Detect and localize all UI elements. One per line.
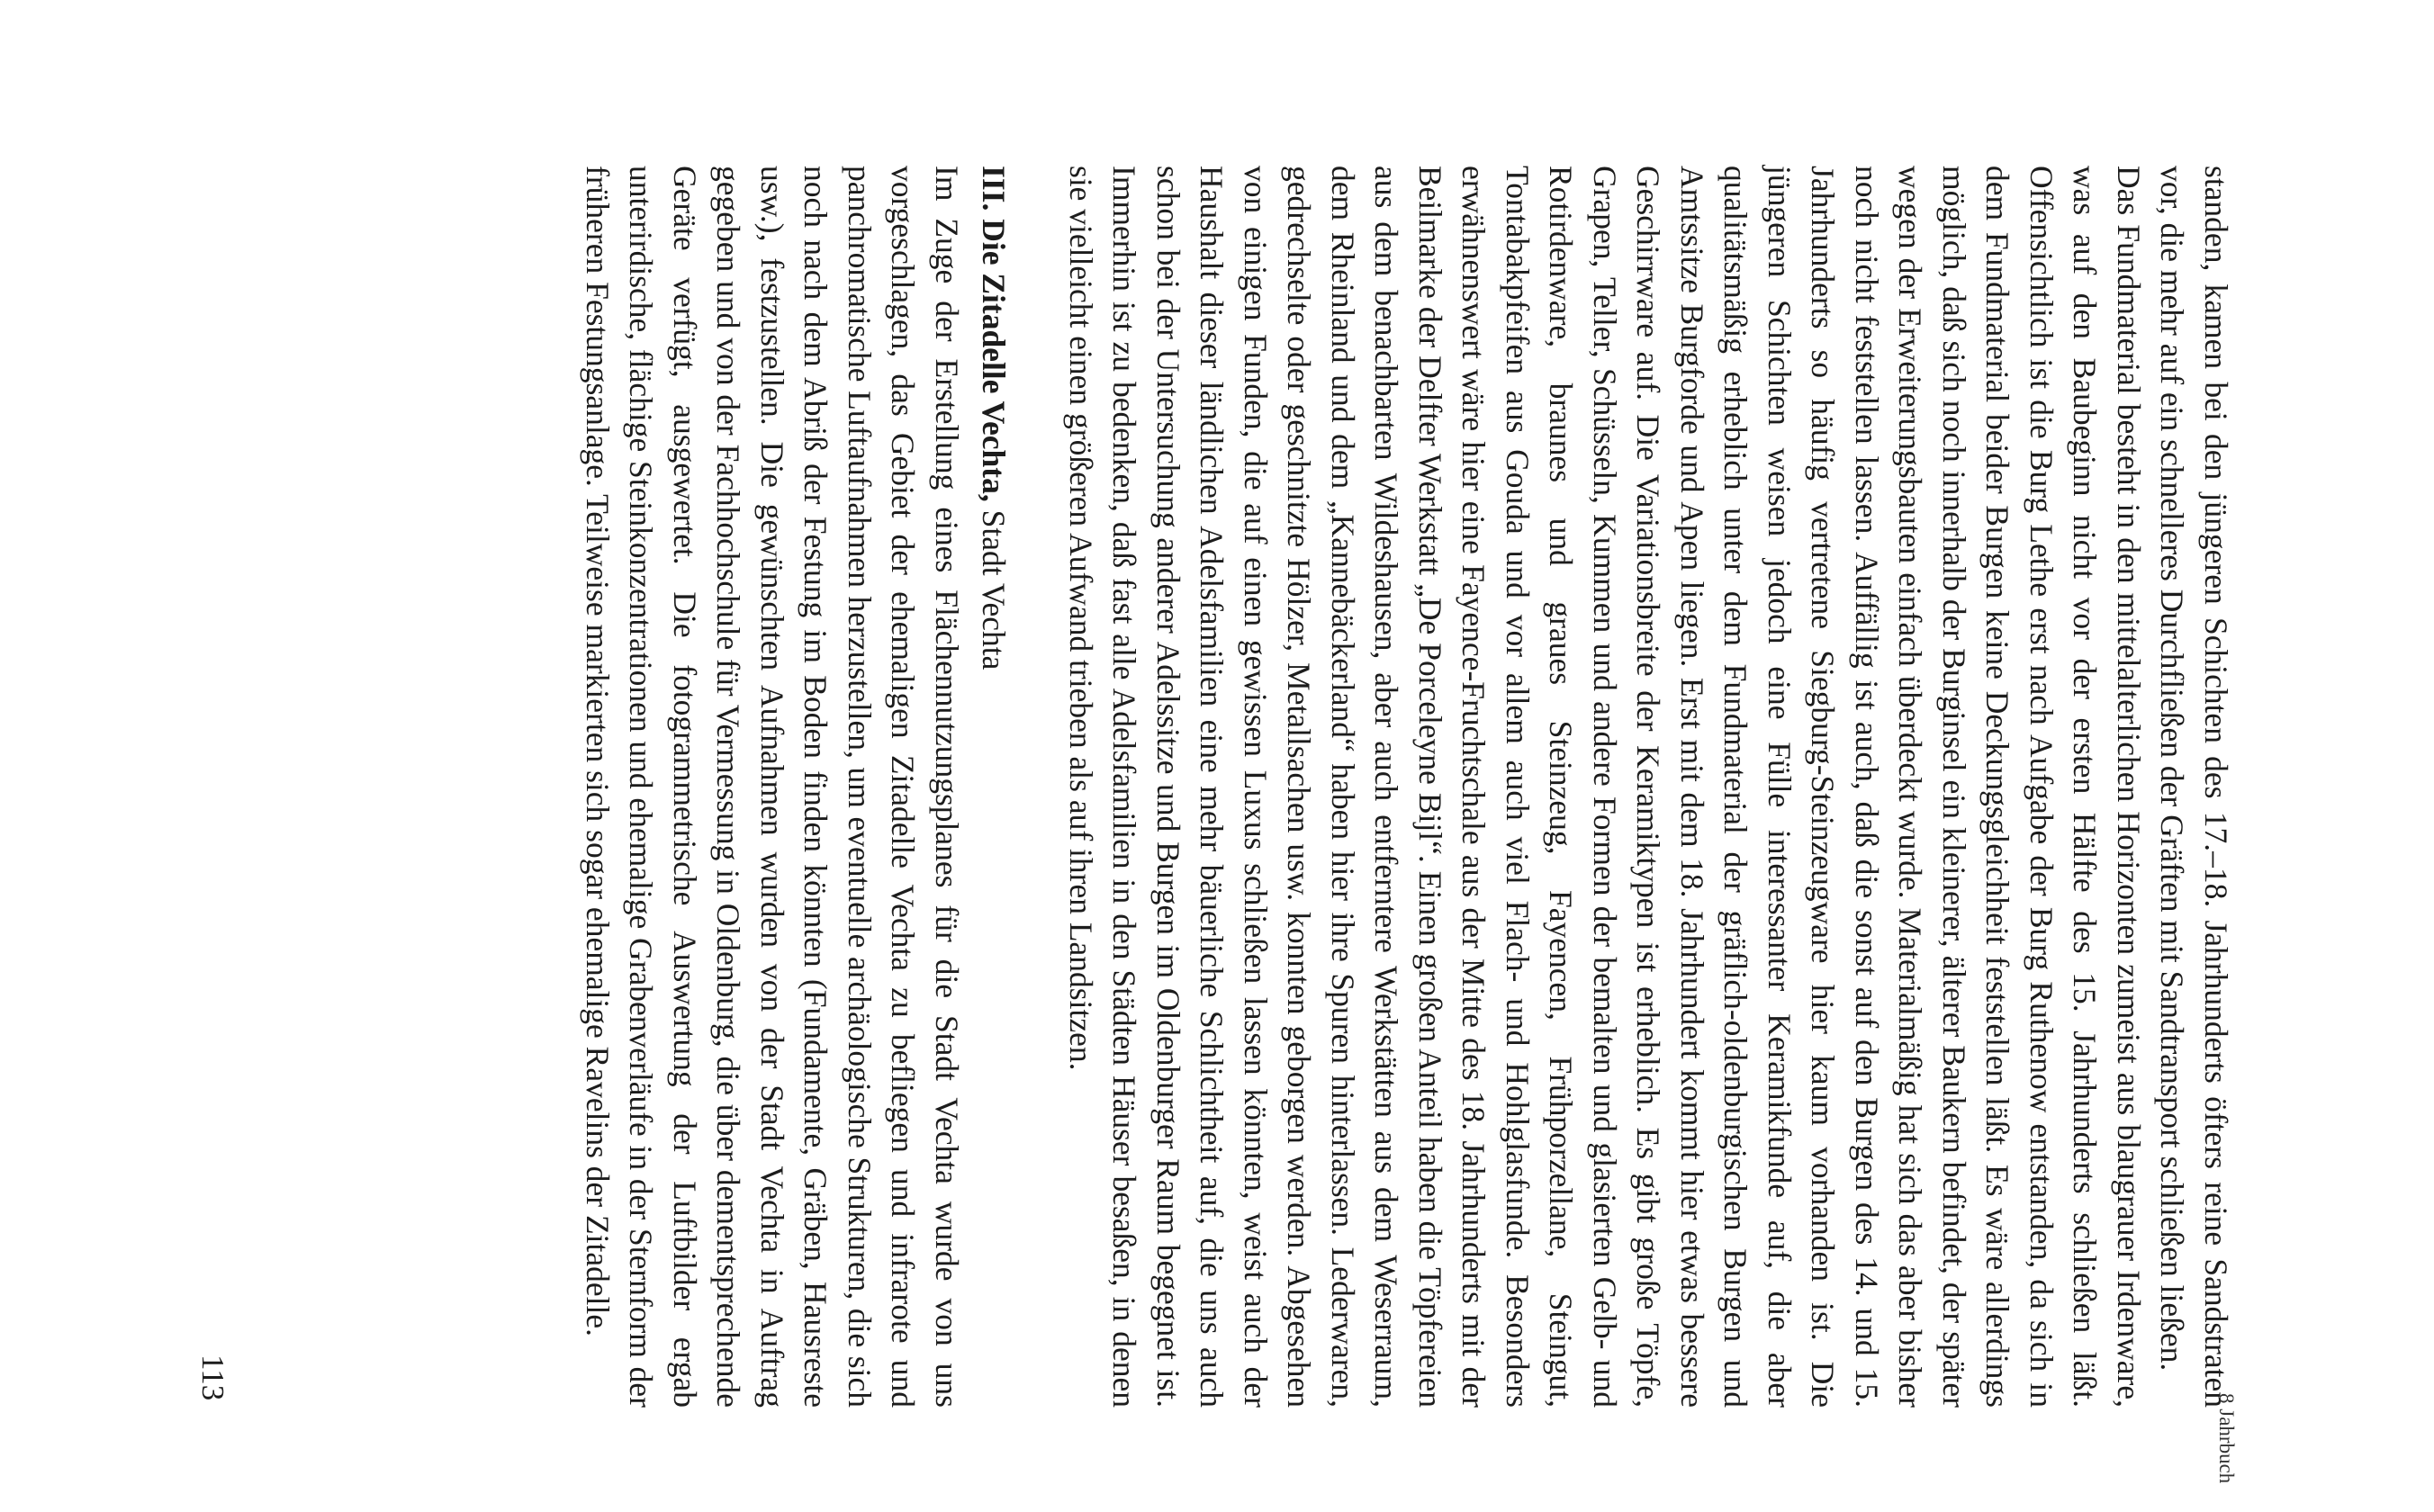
paragraph-fundmaterial: Das Fundmaterial besteht in den mittelalterlichen Horizonten zumeist aus blaugrauer Irdenware, was auf den Baubeginn nicht vor der ersten Hälfte des 15. Jahrhunderts schließen läßt. Offensichtlich ist die Burg Lethe erst nach Aufgabe der Burg Ruthenow entstanden, da sich in dem Fundmaterial beider Burgen keine Deckungsgleichheit feststellen läßt. Es wäre allerdings möglich, daß sich noch innerhalb der Burginsel ein kleinerer, älterer Baukern befindet, der später wegen der Erweiterungsbauten einfach überdeckt wurde. Materialmäßig hat sich das aber bisher noch nicht feststellen lassen. Auffällig ist auch, daß die sonst auf den Burgen des 14. und 15. Jahrhunderts so häufig vertretene Siegburg-Steinzeugware hier kaum vorhanden ist. Die jüngeren Schichten weisen jedoch eine Fülle interessanter Keramikfunde auf, die aber qualitätsmäßig erheblich unter dem Fundmaterial der gräflich-oldenburgischen Burgen und Amtssitze Burgforde und Apen liegen. Erst mit dem 18. Jahrhundert kommt hier etwas bessere Geschirrware auf. Die Variationsbreite der Keramiktypen ist erheblich. Es gibt große Töpfe, Grapen, Teller, Schüsseln, Kummen und andere Formen der bemalten und glasierten Gelb- und Rotirdenware, braunes und graues Steinzeug, Fayencen, Frühporzellane, Steingut, Tontabakpfeifen aus Gouda und vor allem auch viel Flach- und Hohlglasfunde. Besonders erwähnenswert wäre hier eine Fayence-Fruchtschale aus der Mitte des 18. Jahrhunderts mit der Beilmarke der Delfter Werkstatt „De Porceleyne Bijl“. Einen großen Anteil haben die Töpfereien aus dem benachbarten Wildeshausen, aber auch entferntere Werkstätten aus dem Weserraum, dem Rheinland und dem „Kannebäckerland“ haben hier ihre Spuren hinterlassen. Lederwaren, gedrechselte oder geschnitzte Hölzer, Metallsachen usw. konnten geborgen werden. Abgesehen von einigen Funden, die auf einen gewissen Luxus schließen lassen könnten, weist auch der Haushalt dieser ländlichen Adelsfamilien eine mehr bäuerliche Schlichtheit auf, die uns auch schon bei der Untersuchung anderer Adelssitze und Burgen im Oldenburger Raum begegnet ist. Immerhin ist zu bedenken, daß fast alle Adelsfamilien in den Städten Häuser besaßen, in denen sie vielleicht einen größeren Aufwand trieben als auf ihren Landsitzen.: [1063, 166, 2147, 1408]
paragraph-continuation: standen, kamen bei den jüngeren Schichten des 17.–18. Jahrhunderts öfters reine Sandstraten vor, die mehr auf ein schnelleres Durchfließen der Gräften mit Sandtransport schließen ließen.: [2154, 166, 2234, 1408]
section-heading: [972, 166, 1016, 1408]
page-number: 113: [195, 1354, 230, 1401]
body-text: [576, 166, 2239, 1408]
signature-mark: 8 Jahrbuch: [2215, 1393, 2238, 1484]
section-heading-bold: III. Die Zitadelle Vechta,: [976, 166, 1013, 502]
section-heading-subtitle: Stadt Vechta: [976, 501, 1013, 670]
paragraph-zitadelle: Im Zuge der Erstellung eines Flächennutzungsplanes für die Stadt Vechta wurde von uns vorgeschlagen, das Gebiet der ehemaligen Zitadelle Vechta zu befliegen und infrarote und panchromatische Luftaufnahmen herzustellen, um eventuelle archäologische Strukturen, die sich noch nach dem Abriß der Festung im Boden finden könnten (Fundamente, Gräben, Hausreste usw.), festzustellen. Die gewünschten Aufnahmen wurden von der Stadt Vechta in Auftrag gegeben und von der Fachhochschule für Vermessung in Oldenburg, die über dementsprechende Geräte verfügt, ausgewertet. Die fotogrammetrische Auswertung der Luftbilder ergab unterirdische, flächige Steinkonzentrationen und ehemalige Grabenverläufe in der Sternform der früheren Festungsanlage. Teilweise markierten sich sogar ehemalige Ravelins der Zitadelle.: [580, 166, 965, 1408]
